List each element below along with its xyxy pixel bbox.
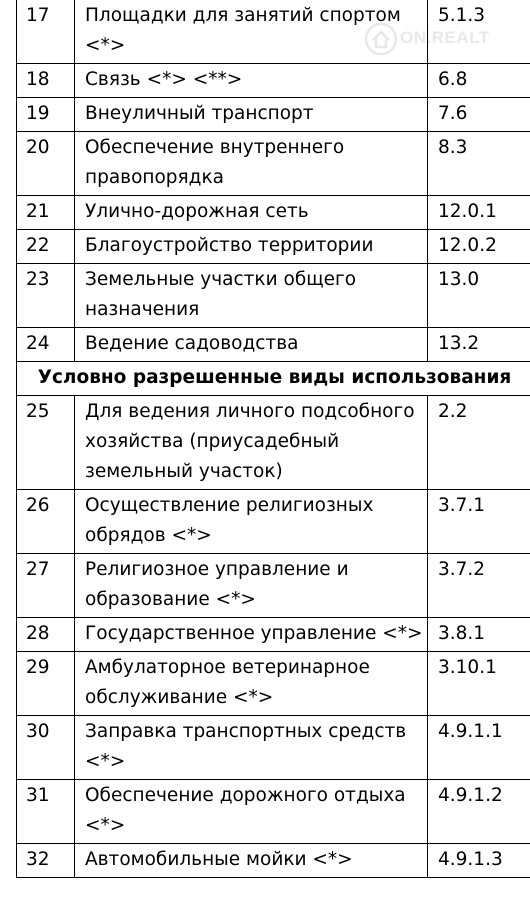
row-number: 20 [17,132,75,196]
row-code: 3.7.2 [428,554,530,618]
row-number: 24 [17,328,75,362]
table-row [17,328,530,362]
row-code: 4.9.1.3 [428,844,530,878]
table-row [17,132,530,196]
row-number: 22 [17,230,75,264]
table-row [17,396,530,490]
table-row [17,98,530,132]
row-name: Религиозное управление и образование <*> [75,554,428,618]
table-row [17,264,530,328]
row-code: 13.2 [428,328,530,362]
row-name: Для ведения личного подсобного хозяйства (приусадебный земельный участок) [75,396,428,490]
row-code: 12.0.1 [428,196,530,230]
row-name: Благоустройство территории [75,230,428,264]
row-name: Площадки для занятий спортом <*> [75,0,428,64]
row-name: Ведение садоводства [75,328,428,362]
land-use-table [16,0,530,878]
row-code: 2.2 [428,396,530,490]
row-number: 27 [17,554,75,618]
row-name: Улично-дорожная сеть [75,196,428,230]
row-name: Государственное управление <*> [75,618,428,652]
table-row [17,0,530,64]
section-heading-body [17,362,530,396]
row-number: 23 [17,264,75,328]
row-number: 25 [17,396,75,490]
table-row [17,618,530,652]
row-code: 5.1.3 [428,0,530,64]
row-code: 4.9.1.1 [428,716,530,780]
row-code: 3.7.1 [428,490,530,554]
row-code: 3.10.1 [428,652,530,716]
row-code: 7.6 [428,98,530,132]
table-row [17,490,530,554]
row-code: 4.9.1.2 [428,780,530,844]
table-row [17,716,530,780]
row-code: 8.3 [428,132,530,196]
row-name: Земельные участки общего назначения [75,264,428,328]
row-number: 29 [17,652,75,716]
row-name: Амбулаторное ветеринарное обслуживание <*> [75,652,428,716]
row-number: 30 [17,716,75,780]
row-number: 28 [17,618,75,652]
row-name: Автомобильные мойки <*> [75,844,428,878]
section-heading-row [17,362,530,396]
row-name: Обеспечение внутреннего правопорядка [75,132,428,196]
section-heading: Условно разрешенные виды использования [17,362,530,396]
row-name: Связь <*> <**> [75,64,428,98]
table-row [17,196,530,230]
row-number: 31 [17,780,75,844]
row-code: 13.0 [428,264,530,328]
row-number: 26 [17,490,75,554]
row-name: Осуществление религиозных обрядов <*> [75,490,428,554]
table-row [17,554,530,618]
watermark-text: ON.REALT [400,28,490,47]
row-number: 17 [17,0,75,64]
table-row [17,844,530,878]
row-code: 6.8 [428,64,530,98]
row-name: Внеуличный транспорт [75,98,428,132]
row-number: 19 [17,98,75,132]
row-name: Заправка транспортных средств <*> [75,716,428,780]
row-code: 12.0.2 [428,230,530,264]
row-number: 18 [17,64,75,98]
table-body-conditional [17,396,530,878]
table-row [17,230,530,264]
row-name: Обеспечение дорожного отдыха <*> [75,780,428,844]
table-body-permitted [17,0,530,362]
table-row [17,652,530,716]
table-row [17,64,530,98]
row-number: 21 [17,196,75,230]
row-code: 3.8.1 [428,618,530,652]
table-row [17,780,530,844]
row-number: 32 [17,844,75,878]
